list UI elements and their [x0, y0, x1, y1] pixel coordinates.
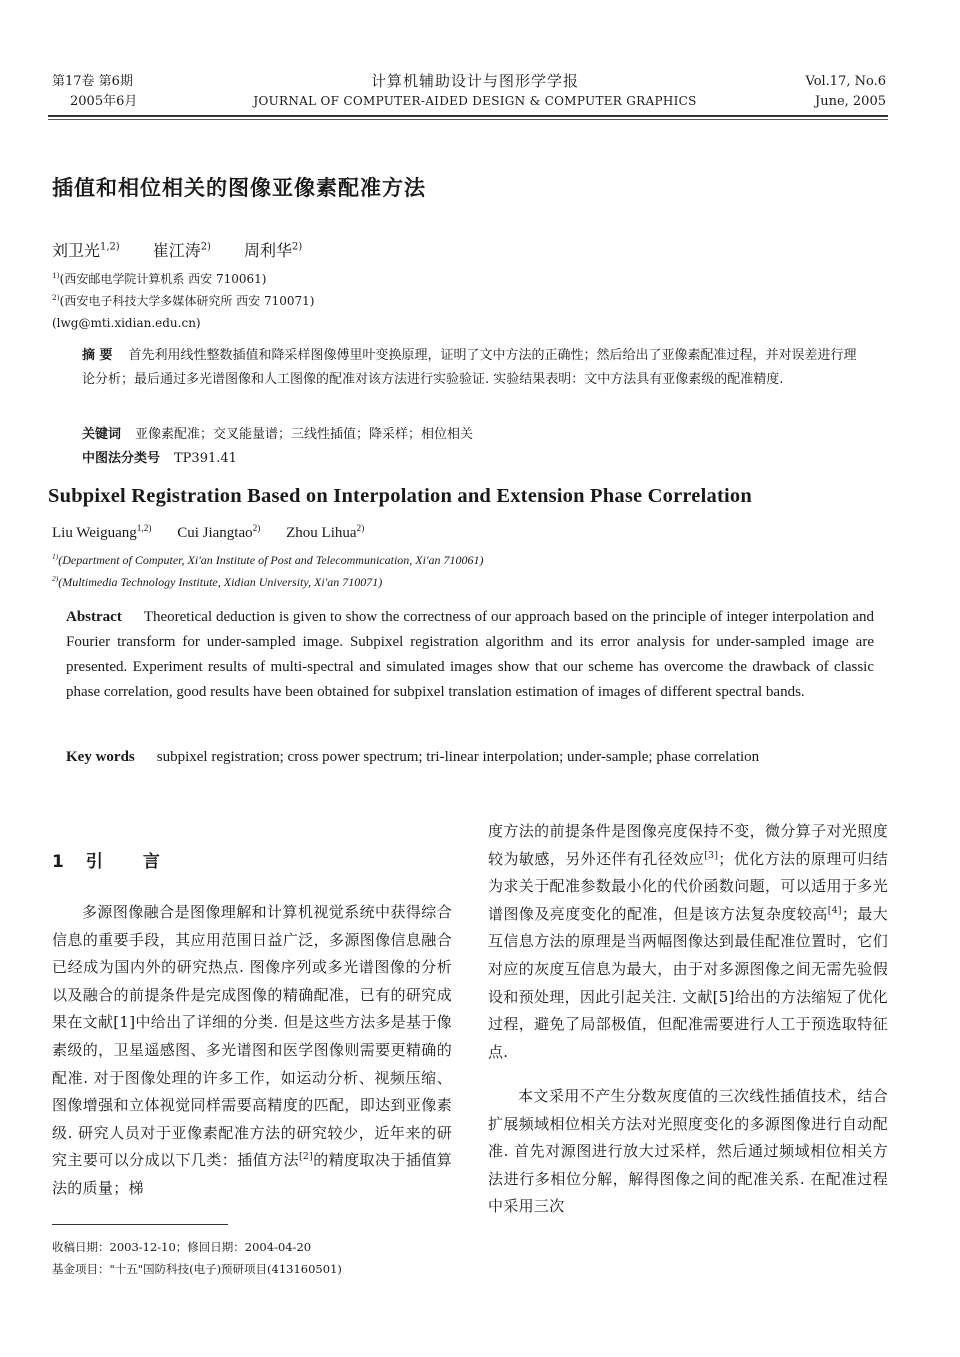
- keywords-text-cn: 亚像素配准；交叉能量谱；三线性插值；降采样；相位相关: [135, 427, 474, 442]
- author-cn: 周利华$^{2)}$: [244, 241, 303, 260]
- footnote-funding: 基金项目："十五"国防科技(电子)预研项目(413160501): [52, 1262, 342, 1276]
- header-journal: [180, 70, 770, 110]
- header-rule: [48, 115, 888, 117]
- clc-number: TP391.41: [174, 451, 237, 466]
- abstract-cn: [82, 344, 862, 392]
- email-cn: (lwg@mti.xidian.edu.cn): [52, 316, 201, 330]
- section-number: 1: [52, 852, 64, 872]
- header-date-en: June, 2005: [815, 94, 886, 109]
- paragraph-text: ；最大互信息方法的原理是当两幅图像达到最佳配准位置时，它们对应的灰度互信息为最大，由于对多源图像之间无需先验假设和预处理，因此引起关注. 文献[5]给出的方法缩短了优化过程，避免了局部极值，但配准需要进行人工于预选取特征点.: [488, 904, 888, 1061]
- keywords-cn: [82, 423, 862, 447]
- page-title-cn: 插值和相位相关的图像亚像素配准方法: [52, 176, 426, 200]
- header-volume: [806, 72, 887, 112]
- footnote-received: 收稿日期：2003-12-10；修回日期：2004-04-20: [52, 1240, 312, 1254]
- affiliation-cn-2: $^{2)}$(西安电子科技大学多媒体研究所 西安 710071): [52, 293, 315, 308]
- section-title-part: 言: [142, 852, 160, 872]
- body-right-column: [488, 818, 888, 1066]
- abstract-text-en: Theoretical deduction is given to show the correctness of our approach based on the principle of integer interpolation and Fourier transform for under-sampled image. Subpixel registration algorithm and its error analysis for under-sampled image are presented. Experiment results of multi-spectral and simulated images show that our scheme has overcome the drawback of classic phase correlation, good results have been obtained for subpixel translation estimation of images of different spectral bands.: [66, 609, 874, 700]
- header-volume-cn: 第17卷 第6期: [52, 74, 133, 89]
- author-list-en: [52, 525, 386, 542]
- citation: [3]: [704, 849, 719, 861]
- footnote-rule: [52, 1224, 228, 1225]
- citation: [4]: [827, 904, 842, 916]
- author-en: Liu Weiguang$^{1,2)}$: [52, 524, 152, 541]
- paragraph-text: 的精度取决于插值算法的质量；梯: [52, 1151, 452, 1197]
- affiliation-en-2: $^{2)}$(Multimedia Technology Institute, Xidian University, Xi'an 710071): [52, 574, 383, 589]
- citation: [2]: [298, 1151, 314, 1163]
- keywords-label-en: Key words: [66, 749, 135, 765]
- journal-name-en: JOURNAL OF COMPUTER-AIDED DESIGN & COMPUTER GRAPHICS: [253, 94, 697, 108]
- paragraph-text: 本文采用不产生分数灰度值的三次线性插值技术，结合扩展频域相位相关方法对光照度变化的多源图像进行自动配准. 首先对源图进行放大过采样，然后通过频域相位相关方法进行多相位分解，解得图像之间的配准关系. 在配准过程中采用三次: [488, 1087, 888, 1216]
- keywords-text-en: subpixel registration; cross power spectrum; tri-linear interpolation; under-sample; phase correlation: [156, 749, 760, 765]
- author-cn: 刘卫光$^{1,2)}$: [52, 241, 120, 260]
- page-title-en: Subpixel Registration Based on Interpolation and Extension Phase Correlation: [48, 485, 752, 507]
- header-rule-thin: [48, 119, 888, 120]
- abstract-label-en: Abstract: [66, 609, 122, 625]
- author-en: Cui Jiangtao$^{2)}$: [177, 524, 261, 541]
- keywords-en: [66, 745, 874, 770]
- author-en: Zhou Lihua$^{2)}$: [286, 524, 365, 541]
- paragraph-text: 度方法的前提条件是图像亮度保持不变，微分算子对光照度较为敏感，另外还伴有孔径效应: [488, 822, 888, 868]
- journal-name-cn: 计算机辅助设计与图形学学报: [370, 72, 579, 90]
- paragraph-text: 多源图像融合是图像理解和计算机视觉系统中获得综合信息的重要手段，其应用范围日益广泛，多源图像信息融合已经成为国内外的研究热点. 图像序列或多光谱图像的分析以及融合的前提条件是完成图像的精确配准，已有的研究成果在文献[1]中给出了详细的分类. 但是这些方法多是基于像素级的，卫星遥感图、多光谱图和医学图像则需要更精确的配准. 对于图像处理的许多工作，如运动分析、视频压缩、图像增强和立体视觉同样需要高精度的匹配，即达到亚像素级. 研究人员对于亚像素配准方法的研究较少，近年来的研究主要可以分成以下几类：插值方法: [52, 903, 452, 1170]
- abstract-text-cn: 首先利用线性整数插值和降采样图像傅里叶变换原理，证明了文中方法的正确性；然后给出了亚像素配准过程，并对误差进行理论分析；最后通过多光谱图像和人工图像的配准对该方法进行实验验证. 实验结果表明：文中方法具有亚像素级的配准精度.: [82, 348, 857, 387]
- header-volume-en: Vol.17, No.6: [805, 74, 886, 89]
- affiliation-en-1: $^{1)}$(Department of Computer, Xi'an Institute of Post and Telecommunication, Xi'an 710061): [52, 552, 484, 567]
- abstract-en: [66, 605, 874, 705]
- header-issue: [52, 72, 137, 112]
- author-list-cn: [52, 238, 330, 261]
- body-left-column: [52, 899, 452, 1203]
- affiliation-cn-1: $^{1)}$(西安邮电学院计算机系 西安 710061): [52, 271, 267, 286]
- header-date-cn: 2005年6月: [70, 94, 138, 109]
- body-right-paragraph-2: [488, 1083, 888, 1221]
- section-heading: [52, 847, 160, 872]
- author-cn: 崔江涛$^{2)}$: [152, 241, 211, 260]
- paragraph-text: ；优化方法的原理可归结为求关于配准参数最小化的代价函数问题，可以适用于多光谱图像及亮度变化的配准，但是该方法复杂度较高: [488, 849, 889, 923]
- keywords-label-cn: 关键词: [82, 427, 122, 442]
- clc-cn: [82, 447, 862, 471]
- clc-label: 中图法分类号: [82, 451, 161, 466]
- section-title-part: 引: [85, 852, 103, 872]
- abstract-label-cn: 摘 要: [82, 348, 113, 363]
